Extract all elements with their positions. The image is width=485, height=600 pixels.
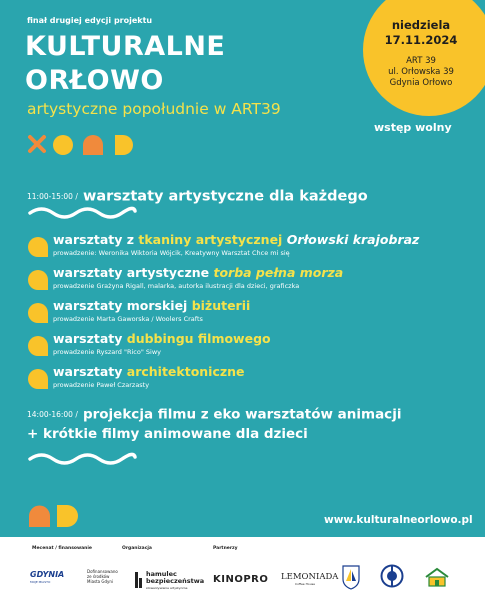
date-day: niedziela: [391, 18, 451, 32]
circle-emblem-icon: [380, 564, 404, 588]
workshop-title: [53, 331, 477, 347]
label-partners: Partnerzy: [213, 546, 238, 551]
venue-name: ART 39: [406, 56, 436, 66]
workshop-lead: prowadzenie: Weronika Wiktoria Wójcik, Kreatywny Warsztat Chce mi się: [53, 249, 290, 257]
speech-bubble-bullet-icon: [27, 269, 49, 291]
section-screening: [27, 404, 401, 442]
hamulec-text-2: bezpieczeństwa: [146, 577, 205, 585]
workshop-title-highlight: dubbingu filmowego: [126, 331, 271, 346]
workshop-title: [53, 364, 477, 380]
wave-divider-icon: [27, 206, 137, 220]
speech-bubble-bullet-icon: [27, 335, 49, 357]
section1-title: warsztaty artystyczne dla każdego: [82, 188, 368, 205]
event-title: [25, 30, 225, 98]
hamulec-text-1: hamulec: [146, 570, 177, 578]
workshop-title-pre: warsztaty artystyczne: [53, 265, 210, 280]
lemoniada-logo: [281, 572, 339, 586]
label-organizer: Organizacja: [122, 546, 152, 551]
workshop-lead: prowadzenie Ryszard "Rico" Siwy: [53, 348, 162, 356]
sailboat-crest-icon: [341, 564, 361, 590]
workshop-item: [27, 232, 477, 265]
free-entry: wstęp wolny: [374, 121, 452, 134]
decorative-shapes-icon: [27, 504, 83, 528]
workshop-title-highlight: biżuterii: [191, 298, 251, 313]
venue-city: Gdynia Orłowo: [389, 78, 453, 88]
label-patron: Mecenat / finansowanie: [32, 546, 92, 551]
wave-divider-icon: [27, 452, 137, 466]
workshop-lead: prowadzenie Marta Gaworska / Woolers Crafts: [53, 315, 203, 323]
workshop-title-pre: warsztaty z: [53, 232, 135, 247]
gdynia-logo: [30, 570, 76, 584]
workshop-item: [27, 364, 477, 397]
hamulec-logo: [146, 571, 204, 592]
workshop-item: [27, 298, 477, 331]
date-badge: [363, 0, 485, 116]
title-line-2: ORŁOWO: [25, 65, 164, 96]
workshop-lead: prowadzenie Grażyna Rigall, malarka, autorka ilustracji dla dzieci, graficzka: [53, 282, 300, 290]
workshop-title-post: Orłowski krajobraz: [286, 232, 420, 247]
kinopro-logo: KINOPRO: [213, 574, 269, 585]
gdynia-text: GDYNIA: [30, 570, 65, 579]
house-logo-icon: [424, 567, 450, 589]
section2-time: 14:00-16:00 /: [27, 410, 78, 419]
speech-bubble-bullet-icon: [27, 236, 49, 258]
title-line-1: KULTURALNE: [25, 31, 226, 62]
workshop-title: [53, 265, 477, 281]
lemoniada-tag: Coffee House: [294, 582, 316, 586]
cofinance-note: Dofinansowano ze środków Miasta Gdyni: [87, 569, 118, 584]
date-value: 17.11.2024: [384, 33, 458, 47]
workshop-title: [53, 232, 477, 248]
decorative-shapes-icon: [27, 134, 147, 156]
workshop-title-highlight: torba pełna morza: [213, 265, 344, 280]
section2-title: projekcja filmu z eko warsztatów animacji: [82, 406, 402, 423]
gdynia-tag: MOJE MIASTO: [30, 580, 51, 584]
section1-time: 11:00-15:00 /: [27, 192, 78, 201]
workshop-title-highlight: architektoniczne: [126, 364, 245, 379]
lemoniada-text: LEMONIADA: [281, 572, 339, 582]
hamulec-mark-icon: [135, 572, 143, 588]
workshop-lead: prowadzenie Paweł Czarzasty: [53, 381, 150, 389]
project-kicker: finał drugiej edycji projektu: [27, 16, 153, 25]
venue-address: [363, 56, 479, 89]
event-subtitle: artystyczne popołudnie w ART39: [27, 100, 281, 118]
workshop-list: [27, 232, 477, 397]
workshop-item: [27, 265, 477, 298]
venue-street: ul. Orłowska 39: [388, 67, 454, 77]
workshop-title-pre: warsztaty: [53, 331, 123, 346]
section2-line2: + krótkie filmy animowane dla dzieci: [27, 426, 308, 442]
section-workshops-heading: [27, 186, 368, 205]
website-link[interactable]: www.kulturalneorlowo.pl: [324, 514, 473, 526]
hamulec-tag: stowarzyszenie artystyczne: [146, 586, 188, 590]
workshop-title-pre: warsztaty morskiej: [53, 298, 188, 313]
workshop-title-highlight: tkaniny artystycznej: [138, 232, 283, 247]
workshop-item: [27, 331, 477, 364]
sponsor-footer: [0, 537, 485, 600]
speech-bubble-bullet-icon: [27, 302, 49, 324]
workshop-title: [53, 298, 477, 314]
workshop-title-pre: warsztaty: [53, 364, 123, 379]
speech-bubble-bullet-icon: [27, 368, 49, 390]
